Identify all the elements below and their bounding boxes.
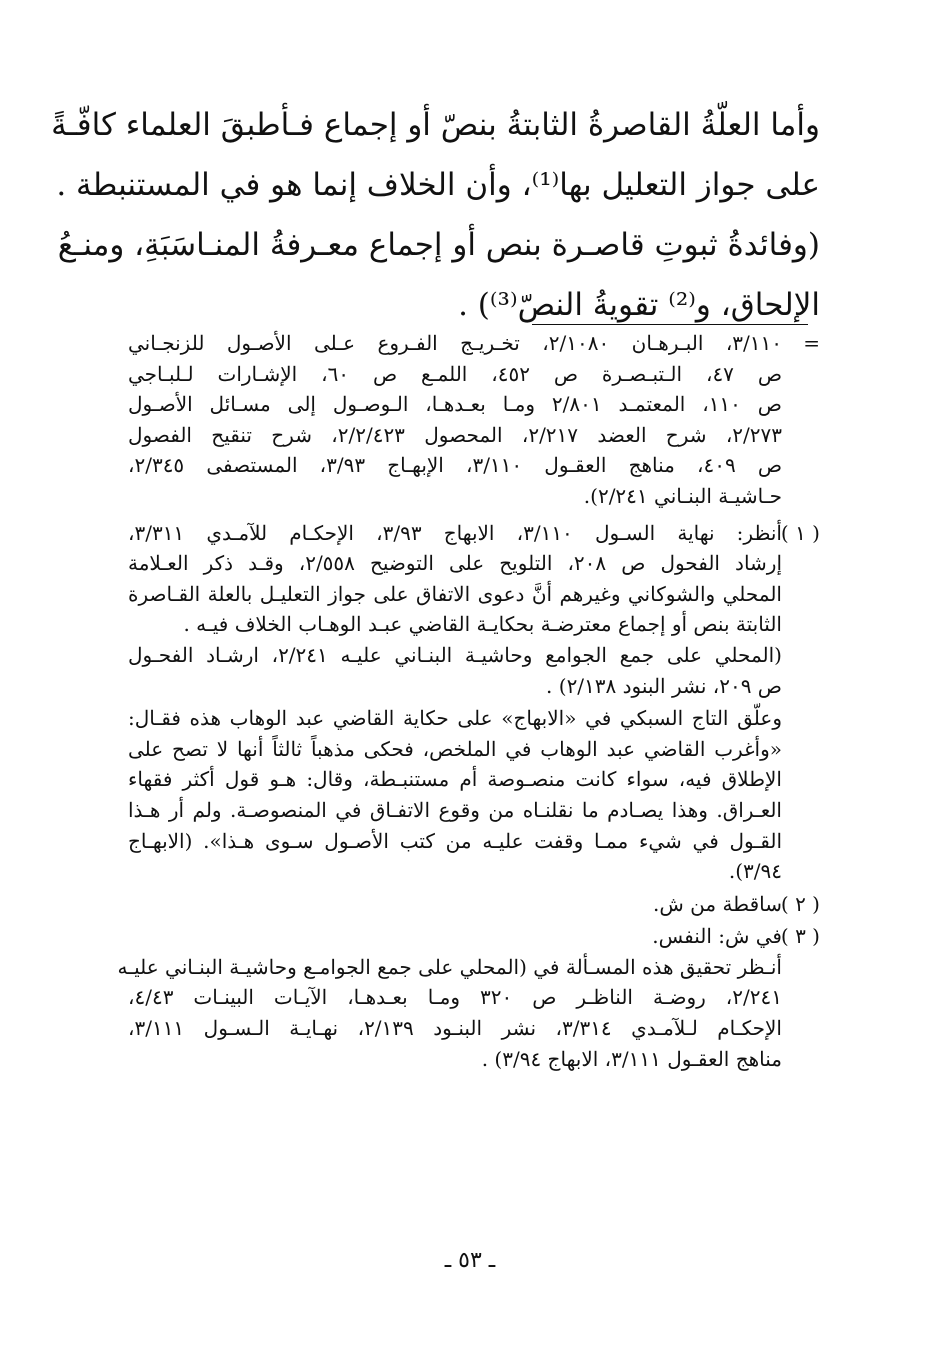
footnote-line: ( ٢ ) ساقطة من ش. (128, 889, 820, 920)
footnote-line: ص ٤٠٩، مناهج العقـول ٣/١١٠، الإبهـاج ٣/٩٣، المستصفى ٢/٣٤٥، (128, 453, 783, 478)
footnote-line: (المحلي على جمع الجوامع وحاشيـة البنـاني عليـه ٢/٢٤١، ارشـاد الفحـول (128, 642, 782, 667)
footnote-line: ( ١ ) أنظر: نهاية السـول ٣/١١٠، الابهاج ٣/٩٣، الإحكـام للآمـدي ٣/٣١١، (128, 518, 820, 549)
footnote-continuation (128, 328, 820, 512)
footnote-1 (128, 518, 820, 702)
footnote-line: ص ٤٧، الـتبـصـرة ص ٤٥٢، اللمـع ص ٦٠، الإشـارات لـلبـاجي (128, 361, 782, 386)
footnotes (117, 328, 820, 1074)
footnote-line: المحلي والشوكاني وغيرهم أنَّ دعوى الاتفاق على جواز التعليـل بالعلة القـاصرة (128, 581, 782, 606)
main-line: الإلحاق، و⁽²⁾ تقويةُ النصّ⁽³⁾) . (458, 287, 820, 323)
footnote-line: الثابتة بنص أو إجماع معترضـة بحكايـة القاضي عبـد الوهـاب الخلاف فيـه . (183, 612, 782, 637)
footnote-line: ٢/٢٧٣، شرح العضد ٢/٢١٧، المحصول ٢/٢/٤٢٣، شرح تنقيح الفصول (128, 422, 782, 447)
footnote-2 (128, 889, 820, 920)
footnote-line: القـول في شيء ممـا وقفت عليـه من كتب الأصـول سـوى هـذا». (الابهـاج (128, 828, 782, 853)
footnote-line: ٣/٩٤). (728, 859, 782, 884)
footnote-line: الإطلاق فيه، سواء كانت منصـوصة أم مستنبـطة، وقال: هـو قول أكثر فقهاء (128, 767, 782, 792)
page-number: ـ ٥٣ ـ (444, 1248, 496, 1273)
footnote-3 (117, 921, 820, 1074)
footnote-line: العـراق. وهذا يصـادم ما نقلنـاه من وقوع الاتفـاق في المنصوصـة. ولم أر هـذا (128, 797, 782, 822)
main-line: وأما العلّةُ القاصرةُ الثابتةُ بنصّ أو إجماع فـأطبقَ العلماء كافّـةً (51, 107, 820, 143)
footnote-marker: = (803, 331, 820, 355)
footnote-separator (532, 324, 808, 325)
main-line: (وفائدةُ ثبوتِ قاصـرة بنص أو إجماع معـرفةُ المنـاسَبَةِ، ومنـعُ (57, 227, 820, 263)
footnote-marker: ( ٣ ) (780, 924, 820, 949)
footnote-line: الإحكـام لـلآمـدي ٣/٣١٤، نشر البنـود ٢/١٣٩، نهـايـة الـسـول ٣/١١١، (128, 1016, 782, 1041)
footnote-line: وعلّق التاج السبكي في «الابهاج» على حكاية القاضي عبد الوهاب هذه فقـال: (128, 706, 782, 731)
footnote-marker: ( ٢ ) (780, 891, 820, 916)
main-line: على جواز التعليل بها⁽¹⁾، وأن الخلاف إنما هو في المستنبطة . (56, 167, 820, 203)
footnote-line: ص ٢٠٩، نشر البنود ٢/١٣٨) . (546, 673, 782, 698)
footnote-1-commentary (128, 703, 820, 887)
footnote-line: ( ٣ ) في ش: النفس. (128, 921, 820, 952)
main-text (51, 95, 820, 335)
footnote-line: = ٣/١١٠، البـرهـان ٢/١٠٨٠، تخـريـج الفـروع عـلى الأصـول للزنجـاني (128, 328, 820, 359)
footnote-line: «وأغرب القاضي عبد الوهاب في الملخص، فحكى مذهباً ثالثاً أنها لا تصح على (128, 736, 782, 761)
footnote-line: حـاشيـة البنـاني ٢/٢٤١). (583, 483, 782, 508)
footnote-line: إرشاد الفحول ص ٢٠٨، التلويح على التوضيح ٢/٥٥٨، وقـد ذكر العـلامة (128, 551, 783, 576)
footnote-line: أنـظر تحقيق هذه المسـألة في (المحلي على جمع الجوامـع وحاشيـة البنـاني عليـه (117, 954, 782, 979)
footnote-line: ص ١١٠، المعتمـد ٢/٨٠١ ومـا بعـدهـا، الـوصـول إلى مسـائل الأصـول (128, 392, 782, 417)
footnote-marker: ( ١ ) (780, 520, 820, 545)
footnote-line: مناهج العقـول ٣/١١١، الابهاج ٣/٩٤) . (481, 1046, 782, 1071)
footnote-line: ٢/٢٤١، روضـة الناظـر ص ٣٢٠ ومـا بعـدهـا، الآيـات البينـات ٤/٤٣، (128, 985, 782, 1010)
